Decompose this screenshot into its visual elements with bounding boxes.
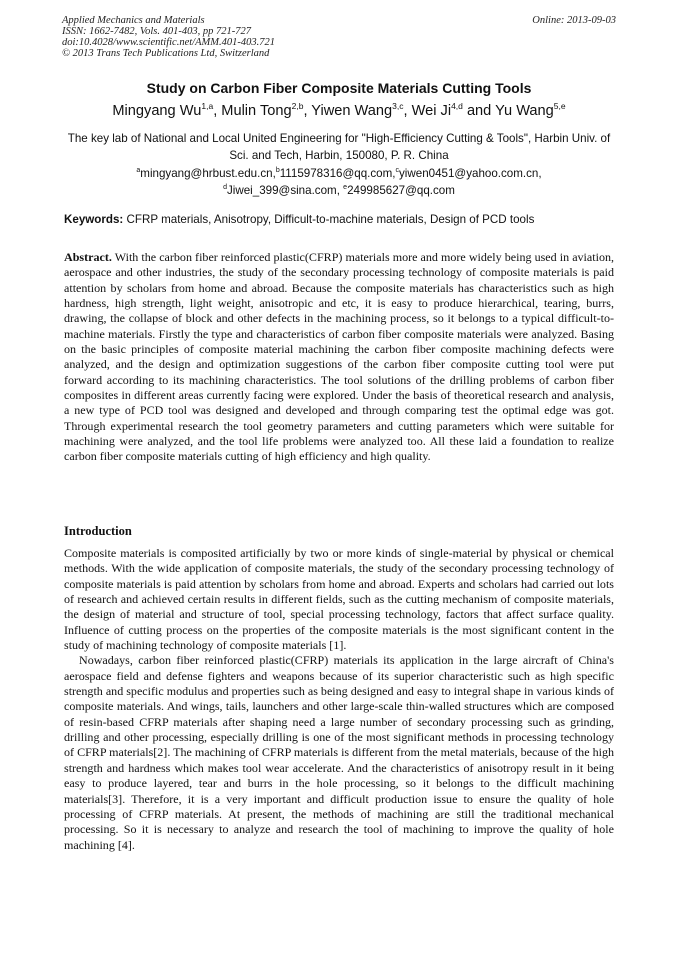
abstract: [64, 250, 614, 465]
paragraph: Nowadays, carbon fiber reinforced plastic(CFRP) materials its application in the large aircraft of China's aerospace field and defense fighters and weapons because of its superior characteristic such as high specific strength and specific modulus and properties such as being designed and easy to integral shape in various kinds of composite materials. And wings, tails, launchers and other large-scale thin-walled structures which are composed of resin-based CFRP materials after shaping need a large number of secondary processing such as grinding, drilling and other processing, especially drilling is one of the most significant methods in processing technology of CFRP materials[2]. The machining of CFRP materials is different from the metal materials, because of the high strength and hardness which makes tool wear accelerate. And the characteristics of anisotropy result in it being easy to produce layered, tear and burrs in the hole processing, so it belongs to the difficult machining materials[3]. Therefore, it is a very important and difficult production issue to ensure the quality of hole processing of CFRP materials. At present, the methods of machining are still the traditional mechanical processing. So it is necessary to analyze and research the tool of machining to improve the quality of hole machining [4].: [64, 653, 615, 852]
doi-line: doi:10.4028/www.scientific.net/AMM.401-403.721: [62, 37, 275, 48]
email: $^d$Jiwei_399@sina.com,: [223, 184, 344, 197]
email: $^e$249985627@qq.com: [343, 184, 455, 197]
section-heading-introduction: Introduction: [64, 524, 132, 538]
paragraph: Composite materials is composited artificially by two or more kinds of single-material by physical or chemical methods. With the wide application of composite materials, the study of the secondary processing technology of composite materials is paid attention by scholars from home and abroad. Experts and scholars had carried out lots of research and achieved certain results in different fields, such as the cutting mechanism of composite materials, the design of material and structure of tool, special processing technology, factors that affect surface quality. Influence of cutting process on the properties of the composite materials is the most significant content in the study of machining technology of composite materials [1].: [64, 546, 614, 653]
email: $^c$yiwen0451@yahoo.com.cn,: [395, 167, 542, 180]
email: $^a$mingyang@hrbust.edu.cn,: [136, 167, 276, 180]
affiliation: The key lab of National and Local United Engineering for "High-Efficiency Cutting & Tools", Harbin Univ. of Sci. and Tech, Harbin, 150080, P. R. China: [67, 132, 611, 162]
abstract-text: With the carbon fiber reinforced plastic(CFRP) materials more and more widely being used in aviation, aerospace and other industries, the study of the secondary processing technology of composite materials is paid attention by scholars from home and abroad. Because the composite materials has characteristics such as high hardness, high strength, light weight, anisotropic and etc, it is easy to produce hierarchical, tearing, burrs, drawing, the collapse of block and other defects in the machining process, so it belongs to a typical difficult-to-machine materials. Firstly the type and characteristics of carbon fiber composite materials were analyzed. Basing on the basic principles of composite material machining the carbon fiber composite machining defects were analyzed, and the design and optimization suggestions of the carbon fiber composite cutting tool were put forward according to its machining characteristics. The tool solutions of the drilling problems of carbon fiber composites in different areas currently facing were explored. Under the basis of theoretical research and analysis, a new type of PCD tool was designed and developed and through comparing test the optimal edge was got. Through experimental research the tool geometry parameters and cutting parameters which were suitable for machining were analyzed, and the tool life problems were analyzed too. All these laid a foundation to realize carbon fiber composite materials cutting of high efficiency and high quality.: [64, 250, 615, 464]
email-list: [60, 165, 618, 199]
introduction-body: [64, 546, 614, 853]
author: Yiwen Wang$^{3,c}$,: [311, 101, 412, 119]
author-list: [40, 103, 638, 119]
email: $^b$1115978316@qq.com,: [275, 167, 396, 180]
abstract-label: Abstract.: [64, 250, 112, 264]
online-date: Online: 2013-09-03: [532, 15, 616, 26]
journal-name: Applied Mechanics and Materials: [62, 15, 205, 26]
keywords: [64, 213, 624, 226]
journal-header: [62, 15, 616, 59]
keywords-text: CFRP materials, Anisotropy, Difficult-to-machine materials, Design of PCD tools: [126, 213, 535, 226]
author: Yu Wang$^{5,e}$: [495, 101, 566, 119]
keywords-label: Keywords:: [64, 213, 124, 226]
issn-line: ISSN: 1662-7482, Vols. 401-403, pp 721-727: [62, 26, 251, 37]
paper-title: Study on Carbon Fiber Composite Materials Cutting Tools: [146, 80, 532, 96]
author: Mingyang Wu$^{1,a}$,: [112, 101, 222, 119]
copyright-line: © 2013 Trans Tech Publications Ltd, Switzerland: [62, 48, 270, 59]
author: Wei Ji$^{4,d}$ and: [411, 101, 496, 119]
author: Mulin Tong$^{2,b}$,: [221, 101, 312, 119]
